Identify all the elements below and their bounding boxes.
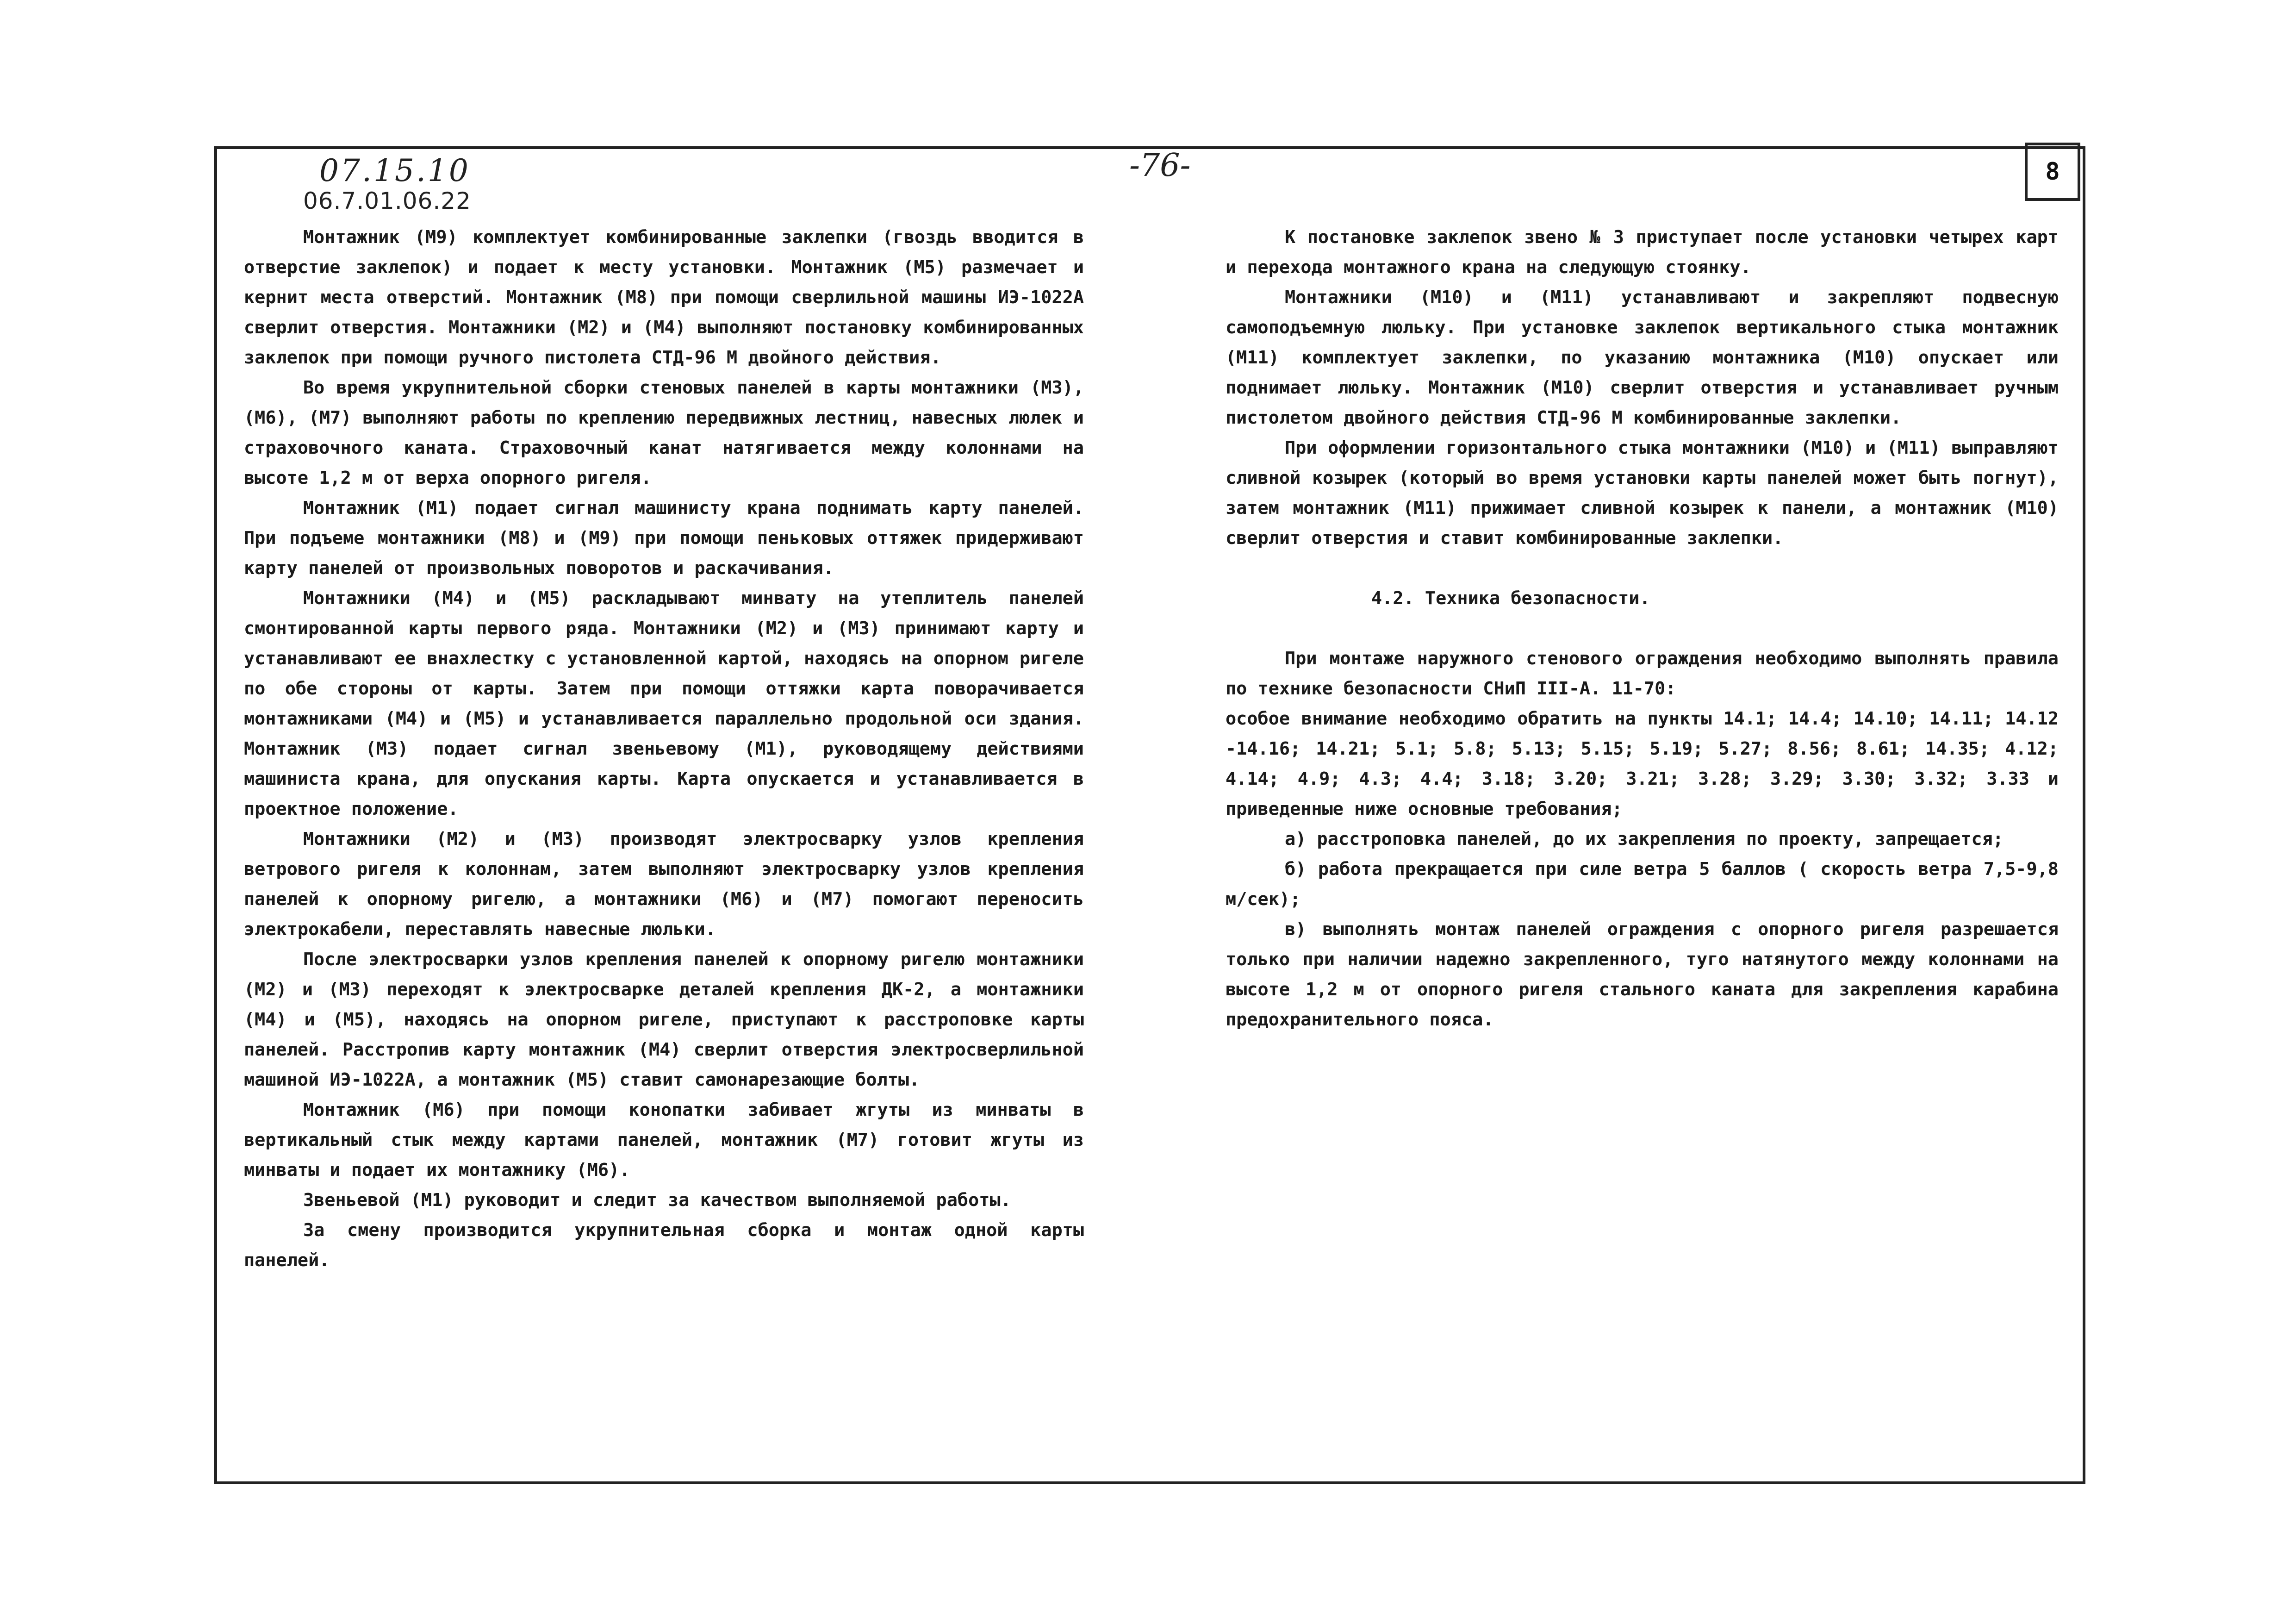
paragraph: К постановке заклепок звено № 3 приступает после установки четырех карт и перехода монтажного крана на следующую стоянку. [1226, 227, 2059, 278]
requirement-item: а) расстроповка панелей, до их закрепления по проекту, запрещается; [1285, 829, 2004, 849]
paragraph: Во время укрупнительной сборки стеновых панелей в карты монтажники (М3), (М6), (М7) выполняют работы по креплению передвижных лестниц, навесных люлек и страховочного каната. Страховочный канат натягивается между колоннами на высоте 1,2 м от верха опорного ригеля. [244, 377, 1084, 488]
sheet-number: 8 [2025, 143, 2080, 201]
paragraph: Монтажник (М6) при помощи конопатки забивает жгуты из минваты в вертикальный стык между картами панелей, монтажник (М7) готовит жгуты из минваты и подает их монтажнику (М6). [244, 1099, 1084, 1181]
paragraph: Монтажники (М4) и (М5) раскладывают минвату на утеплитель панелей смонтированной карты первого ряда. Монтажники (М2) и (М3) принимают карту и устанавливают ее внахлестку с установленной картой, находясь на опорном ригеле по обе стороны от карты. Затем при помощи оттяжки карта поворачивается монтажниками (М4) и (М5) и устанавливается параллельно продольной оси здания. Монтажник (М3) подает сигнал звеньевому (М1), руководящему действиями машиниста крана, для опускания карты. Карта опускается и устанавливается в проектное положение. [244, 588, 1084, 819]
requirement-item: б) работа прекращается при силе ветра 5 баллов ( скорость ветра 7,5-9,8 м/сек); [1226, 859, 2059, 910]
right-column [1226, 222, 2059, 1035]
section-heading: 4.2. Техника безопасности. [1371, 588, 1650, 609]
paragraph: Монтажник (М9) комплектует комбинированные заклепки (гвоздь вводится в отверстие заклепок) и подает к месту установки. Монтажник (М5) размечает и кернит места отверстий. Монтажник (М8) при помощи сверлильной машины ИЭ-1022А сверлит отверстия. Монтажники (М2) и (М4) выполняют постановку комбинированных заклепок при помощи ручного пистолета СТД-96 М двойного действия. [244, 227, 1084, 368]
left-column [244, 222, 1084, 1275]
safety-intro: При монтаже наружного стенового ограждения необходимо выполнять правила по технике безопасности СНиП III-А. 11-70: [1226, 648, 2059, 699]
handwritten-code: 07.15.10 [319, 153, 470, 188]
safety-points: особое внимание необходимо обратить на пункты 14.1; 14.4; 14.10; 14.11; 14.12 -14.16; 14.21; 5.1; 5.8; 5.13; 5.15; 5.19; 5.27; 8.56; 8.61; 14.35; 4.12; 4.14; 4.9; 4.3; 4.4; 3.18; 3.20; 3.21; 3.28; 3.29; 3.30; 3.32; 3.33 и приведенные ниже основные требования; [1226, 708, 2059, 819]
paragraph: Монтажники (М10) и (М11) устанавливают и закрепляют подвесную самоподъемную люльку. При установке заклепок вертикального стыка монтажник (М11) комплектует заклепки, по указанию монтажника (М10) опускает или поднимает люльку. Монтажник (М10) сверлит отверстия и устанавливает ручным пистолетом двойного действия СТД-96 М комбинированные заклепки. [1226, 287, 2059, 428]
paragraph: После электросварки узлов крепления панелей к опорному ригелю монтажники (М2) и (М3) переходят к электросварке деталей крепления ДК-2, а монтажники (М4) и (М5), находясь на опорном ригеле, приступают к расстроповке карты панелей. Расстропив карту монтажник (М4) сверлит отверстия электросверлильной машиной ИЭ-1022А, а монтажник (М5) ставит самонарезающие болты. [244, 949, 1084, 1090]
paragraph: Монтажники (М2) и (М3) производят электросварку узлов крепления ветрового ригеля к колоннам, затем выполняют электросварку узлов крепления панелей к опорному ригелю, а монтажники (М6) и (М7) помогают переносить электрокабели, переставлять навесные люльки. [244, 829, 1084, 940]
paragraph: Звеньевой (М1) руководит и следит за качеством выполняемой работы. [303, 1190, 1011, 1211]
paragraph: При оформлении горизонтального стыка монтажники (М10) и (М11) выправляют сливной козырек (который во время установки карты панелей может быть погнут), затем монтажник (М11) прижимает сливной козырек к панели, а монтажник (М10) сверлит отверстия и ставит комбинированные заклепки. [1226, 437, 2059, 549]
document-code: 06.7.01.06.22 [303, 187, 471, 214]
paragraph: За смену производится укрупнительная сборка и монтаж одной карты панелей. [244, 1220, 1084, 1271]
page-number: -76- [1129, 147, 1191, 184]
requirement-item: в) выполнять монтаж панелей ограждения с опорного ригеля разрешается только при наличии надежно закрепленного, туго натянутого между колоннами на высоте 1,2 м от опорного ригеля стального каната для закрепления карабина предохранительного пояса. [1226, 919, 2059, 1030]
paragraph: Монтажник (М1) подает сигнал машинисту крана поднимать карту панелей. При подъеме монтажники (М8) и (М9) при помощи пеньковых оттяжек придерживают карту панелей от произвольных поворотов и раскачивания. [244, 498, 1084, 579]
